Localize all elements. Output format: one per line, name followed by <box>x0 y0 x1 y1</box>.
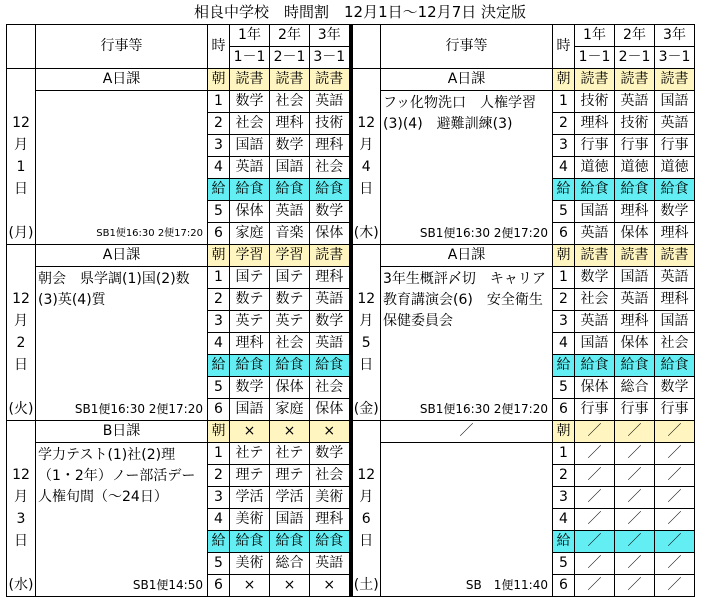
lesson-cell: ／ <box>615 487 655 509</box>
lesson-cell: 社会 <box>270 333 310 355</box>
lesson-cell: 英語 <box>270 201 310 223</box>
lesson-cell: ／ <box>575 421 615 443</box>
date-month: 12 <box>352 465 381 487</box>
lesson-cell: 英語 <box>230 157 270 179</box>
header-period: 時 <box>553 25 575 69</box>
header-class: 1－1 <box>230 47 270 69</box>
lesson-cell: ／ <box>575 465 615 487</box>
header-grade: 1年 <box>575 25 615 47</box>
date-month: 12 <box>7 289 36 311</box>
event-notes: 3年生概評〆切 キャリア教育講演会(6) 安全衛生保健委員会 <box>381 267 553 399</box>
date-day-unit: 日 <box>352 531 381 553</box>
period-label: 2 <box>553 113 575 135</box>
period-label: 1 <box>553 443 575 465</box>
lesson-cell: 社会 <box>310 157 350 179</box>
date-dow: (月) <box>7 223 36 245</box>
period-label: 3 <box>208 311 230 333</box>
lesson-cell: 理科 <box>615 311 655 333</box>
lesson-cell: 読書 <box>310 69 350 91</box>
schedule-type: A日課 <box>381 69 553 91</box>
lesson-cell: 読書 <box>270 69 310 91</box>
period-label: 4 <box>208 333 230 355</box>
lesson-cell: 行事 <box>615 399 655 421</box>
lesson-cell: 英語 <box>310 289 350 311</box>
event-notes: 学力テスト(1)社(2)理（1・2年）ノー部活デー 人権旬間（〜24日） <box>36 443 208 575</box>
lesson-cell: 給食 <box>270 531 310 553</box>
period-label: 5 <box>553 377 575 399</box>
lesson-cell: 道徳 <box>575 157 615 179</box>
bus-schedule: SB1便16:30 2便17:20 <box>381 223 553 245</box>
lesson-cell: 技術 <box>575 91 615 113</box>
lesson-cell: ／ <box>615 421 655 443</box>
date-month-unit: 月 <box>352 487 381 509</box>
period-label: 3 <box>553 487 575 509</box>
period-label: 6 <box>208 575 230 597</box>
period-label: 1 <box>208 91 230 113</box>
header-class: 2－1 <box>270 47 310 69</box>
lesson-cell: ／ <box>655 421 695 443</box>
lesson-cell: 技術 <box>615 113 655 135</box>
date-day: 2 <box>7 333 36 355</box>
page-title: 相良中学校 時間割 12月1日〜12月7日 決定版 <box>193 3 527 21</box>
lesson-cell: 理科 <box>270 113 310 135</box>
date-month-unit: 月 <box>7 311 36 333</box>
lesson-cell: 社会 <box>310 465 350 487</box>
date-day-unit: 日 <box>7 179 36 201</box>
bus-schedule: SB1便16:30 2便17:20 <box>36 223 208 245</box>
header-class: 3－1 <box>655 47 695 69</box>
lesson-cell: 給食 <box>310 355 350 377</box>
lesson-cell: 英語 <box>615 289 655 311</box>
lesson-cell: × <box>230 575 270 597</box>
lesson-cell: 数学 <box>655 377 695 399</box>
lesson-cell: 読書 <box>655 245 695 267</box>
lesson-cell: 理テ <box>230 465 270 487</box>
lesson-cell: 技術 <box>310 113 350 135</box>
date-column <box>352 91 381 113</box>
lesson-cell: 保体 <box>615 333 655 355</box>
period-label: 4 <box>553 157 575 179</box>
lesson-cell: 英語 <box>575 311 615 333</box>
date-column <box>352 421 381 443</box>
lesson-cell: 国語 <box>655 311 695 333</box>
date-dow: (金) <box>352 399 381 421</box>
lesson-cell: ／ <box>655 487 695 509</box>
lesson-cell: 家庭 <box>270 399 310 421</box>
period-label: 朝 <box>208 421 230 443</box>
lesson-cell: 国語 <box>270 157 310 179</box>
lesson-cell: 音楽 <box>270 223 310 245</box>
lesson-cell: 国語 <box>270 509 310 531</box>
lesson-cell: 数学 <box>310 201 350 223</box>
date-column <box>352 267 381 289</box>
lesson-cell: ／ <box>655 509 695 531</box>
lesson-cell: 家庭 <box>230 223 270 245</box>
date-month-unit: 月 <box>352 311 381 333</box>
lesson-cell: 数テ <box>230 289 270 311</box>
lesson-cell: 社会 <box>310 377 350 399</box>
lesson-cell: 国語 <box>230 399 270 421</box>
period-label: 3 <box>208 487 230 509</box>
period-label: 3 <box>208 135 230 157</box>
lesson-cell: 行事 <box>655 399 695 421</box>
lesson-cell: 保体 <box>575 377 615 399</box>
lesson-cell: 理科 <box>575 113 615 135</box>
lesson-cell: 英テ <box>230 311 270 333</box>
lesson-cell: 社会 <box>655 333 695 355</box>
period-label: 6 <box>208 223 230 245</box>
lesson-cell: 給食 <box>575 355 615 377</box>
lesson-cell: ／ <box>615 443 655 465</box>
lesson-cell: 数学 <box>310 443 350 465</box>
lesson-cell: 英語 <box>310 553 350 575</box>
period-label: 1 <box>208 267 230 289</box>
lesson-cell: 総合 <box>615 377 655 399</box>
period-label: 4 <box>208 157 230 179</box>
period-label: 1 <box>553 267 575 289</box>
lesson-cell: 数学 <box>310 311 350 333</box>
header-grade: 2年 <box>270 25 310 47</box>
date-column <box>352 201 381 223</box>
lesson-cell: 数学 <box>655 201 695 223</box>
date-dow: (土) <box>352 575 381 597</box>
date-column <box>7 443 36 465</box>
lesson-cell: 読書 <box>230 69 270 91</box>
lesson-cell: 給食 <box>615 179 655 201</box>
header-grade: 2年 <box>615 25 655 47</box>
date-month: 12 <box>352 113 381 135</box>
lesson-cell: 数学 <box>230 91 270 113</box>
period-label: 朝 <box>553 69 575 91</box>
date-day-unit: 日 <box>7 355 36 377</box>
date-day: 5 <box>352 333 381 355</box>
schedule-type: A日課 <box>36 69 208 91</box>
date-day-unit: 日 <box>352 355 381 377</box>
lesson-cell: ／ <box>655 443 695 465</box>
lesson-cell: ／ <box>575 509 615 531</box>
lesson-cell: 給食 <box>310 531 350 553</box>
period-label: 4 <box>553 333 575 355</box>
lesson-cell: 英語 <box>575 223 615 245</box>
lesson-cell: 読書 <box>575 69 615 91</box>
header-period: 時 <box>208 25 230 69</box>
lesson-cell: 理科 <box>310 509 350 531</box>
date-column <box>7 69 36 91</box>
date-day-unit: 日 <box>7 531 36 553</box>
lesson-cell: 理科 <box>655 289 695 311</box>
date-dow: (火) <box>7 399 36 421</box>
date-column <box>7 201 36 223</box>
lesson-cell: 理科 <box>230 333 270 355</box>
period-label: 給 <box>208 355 230 377</box>
lesson-cell: 給食 <box>270 179 310 201</box>
lesson-cell: ／ <box>615 575 655 597</box>
lesson-cell: 数テ <box>270 289 310 311</box>
date-month-unit: 月 <box>352 135 381 157</box>
lesson-cell: 給食 <box>230 179 270 201</box>
lesson-cell: 読書 <box>615 245 655 267</box>
date-day: 6 <box>352 509 381 531</box>
lesson-cell: ／ <box>615 509 655 531</box>
period-label: 6 <box>553 575 575 597</box>
lesson-cell: ／ <box>655 553 695 575</box>
lesson-cell: 保体 <box>310 223 350 245</box>
header-blank <box>7 25 36 69</box>
date-day: 3 <box>7 509 36 531</box>
lesson-cell: 社会 <box>575 289 615 311</box>
period-label: 給 <box>553 355 575 377</box>
period-label: 朝 <box>208 69 230 91</box>
lesson-cell: 理科 <box>615 201 655 223</box>
bus-schedule: SB1便16:30 2便17:20 <box>381 399 553 421</box>
event-notes <box>381 443 553 575</box>
date-month: 12 <box>352 289 381 311</box>
period-label: 1 <box>208 443 230 465</box>
lesson-cell: ／ <box>575 443 615 465</box>
event-notes: フッ化物洗口 人権学習(3)(4) 避難訓練(3) <box>381 91 553 223</box>
lesson-cell: 社会 <box>270 91 310 113</box>
date-month-unit: 月 <box>7 135 36 157</box>
date-column <box>7 553 36 575</box>
lesson-cell: 学習 <box>270 245 310 267</box>
header-event: 行事等 <box>381 25 553 69</box>
header-class: 1－1 <box>575 47 615 69</box>
lesson-cell: 英テ <box>270 311 310 333</box>
lesson-cell: 数学 <box>270 135 310 157</box>
lesson-cell: 英語 <box>310 333 350 355</box>
date-column <box>352 553 381 575</box>
date-day: 4 <box>352 157 381 179</box>
lesson-cell: 道徳 <box>615 157 655 179</box>
lesson-cell: 社テ <box>270 443 310 465</box>
period-label: 朝 <box>553 421 575 443</box>
date-column <box>7 377 36 399</box>
period-label: 5 <box>208 377 230 399</box>
header-event: 行事等 <box>36 25 208 69</box>
date-column <box>352 245 381 267</box>
schedule-type: A日課 <box>36 245 208 267</box>
lesson-cell: 美術 <box>230 553 270 575</box>
lesson-cell: 保体 <box>615 223 655 245</box>
lesson-cell: 読書 <box>615 69 655 91</box>
lesson-cell: ／ <box>655 465 695 487</box>
lesson-cell: 総合 <box>270 553 310 575</box>
lesson-cell: 給食 <box>270 355 310 377</box>
lesson-cell: 英語 <box>615 91 655 113</box>
lesson-cell: 給食 <box>310 179 350 201</box>
lesson-cell: 学習 <box>230 245 270 267</box>
bus-schedule: SB1便14:50 <box>36 575 208 597</box>
date-day-unit: 日 <box>352 179 381 201</box>
date-dow: (水) <box>7 575 36 597</box>
lesson-cell: × <box>230 421 270 443</box>
lesson-cell: ／ <box>655 531 695 553</box>
lesson-cell: × <box>310 421 350 443</box>
lesson-cell: 英語 <box>310 91 350 113</box>
lesson-cell: 保体 <box>310 399 350 421</box>
lesson-cell: ／ <box>575 553 615 575</box>
period-label: 4 <box>553 509 575 531</box>
lesson-cell: 給食 <box>575 179 615 201</box>
lesson-cell: 読書 <box>655 69 695 91</box>
header-grade: 3年 <box>655 25 695 47</box>
lesson-cell: ／ <box>615 553 655 575</box>
lesson-cell: × <box>310 575 350 597</box>
bus-schedule: SB1便16:30 2便17:20 <box>36 399 208 421</box>
lesson-cell: 理科 <box>655 223 695 245</box>
lesson-cell: 理科 <box>310 267 350 289</box>
lesson-cell: × <box>270 575 310 597</box>
bus-schedule: SB 1便11:40 <box>381 575 553 597</box>
date-column <box>352 377 381 399</box>
lesson-cell: ／ <box>575 487 615 509</box>
date-day: 1 <box>7 157 36 179</box>
lesson-cell: 国語 <box>655 91 695 113</box>
lesson-cell: ／ <box>615 465 655 487</box>
event-notes <box>36 91 208 223</box>
period-label: 3 <box>553 311 575 333</box>
schedule-type: ／ <box>381 421 553 443</box>
period-label: 6 <box>553 223 575 245</box>
period-label: 5 <box>208 201 230 223</box>
lesson-cell: × <box>270 421 310 443</box>
timetable <box>6 24 695 597</box>
lesson-cell: 数学 <box>230 377 270 399</box>
lesson-cell: 国語 <box>575 201 615 223</box>
date-column <box>7 91 36 113</box>
lesson-cell: 保体 <box>230 201 270 223</box>
lesson-cell: 給食 <box>230 531 270 553</box>
schedule-type: A日課 <box>381 245 553 267</box>
period-label: 2 <box>208 289 230 311</box>
lesson-cell: 国テ <box>270 267 310 289</box>
lesson-cell: 行事 <box>655 135 695 157</box>
lesson-cell: 数学 <box>575 267 615 289</box>
period-label: 6 <box>208 399 230 421</box>
lesson-cell: ／ <box>655 575 695 597</box>
lesson-cell: 理テ <box>270 465 310 487</box>
lesson-cell: 美術 <box>230 509 270 531</box>
period-label: 給 <box>553 179 575 201</box>
lesson-cell: 国テ <box>230 267 270 289</box>
period-label: 1 <box>553 91 575 113</box>
period-label: 5 <box>553 553 575 575</box>
period-label: 2 <box>208 465 230 487</box>
period-label: 2 <box>553 289 575 311</box>
lesson-cell: 道徳 <box>655 157 695 179</box>
date-month: 12 <box>7 113 36 135</box>
lesson-cell: 給食 <box>655 179 695 201</box>
period-label: 3 <box>553 135 575 157</box>
lesson-cell: 行事 <box>615 135 655 157</box>
period-label: 朝 <box>208 245 230 267</box>
lesson-cell: 国語 <box>230 135 270 157</box>
date-month: 12 <box>7 465 36 487</box>
date-column <box>352 443 381 465</box>
period-label: 給 <box>208 179 230 201</box>
period-label: 5 <box>208 553 230 575</box>
lesson-cell: 読書 <box>310 245 350 267</box>
lesson-cell: 国語 <box>615 267 655 289</box>
header-blank <box>352 25 381 69</box>
lesson-cell: ／ <box>575 575 615 597</box>
date-dow: (木) <box>352 223 381 245</box>
lesson-cell: 保体 <box>270 377 310 399</box>
header-class: 3－1 <box>310 47 350 69</box>
header-grade: 1年 <box>230 25 270 47</box>
period-label: 給 <box>553 531 575 553</box>
lesson-cell: 行事 <box>575 399 615 421</box>
lesson-cell: 社テ <box>230 443 270 465</box>
period-label: 5 <box>553 201 575 223</box>
lesson-cell: 英語 <box>655 113 695 135</box>
period-label: 6 <box>553 399 575 421</box>
lesson-cell: 給食 <box>615 355 655 377</box>
lesson-cell: ／ <box>575 531 615 553</box>
period-label: 4 <box>208 509 230 531</box>
date-column <box>7 267 36 289</box>
lesson-cell: 学活 <box>270 487 310 509</box>
event-notes: 朝会 県学調(1)国(2)数(3)英(4)質 <box>36 267 208 399</box>
period-label: 2 <box>208 113 230 135</box>
schedule-type: B日課 <box>36 421 208 443</box>
period-label: 給 <box>208 531 230 553</box>
lesson-cell: 学活 <box>230 487 270 509</box>
period-label: 朝 <box>553 245 575 267</box>
lesson-cell: 行事 <box>575 135 615 157</box>
lesson-cell: ／ <box>615 531 655 553</box>
lesson-cell: 英語 <box>655 267 695 289</box>
lesson-cell: 理科 <box>310 135 350 157</box>
date-column <box>352 69 381 91</box>
date-column <box>7 421 36 443</box>
lesson-cell: 社会 <box>230 113 270 135</box>
lesson-cell: 読書 <box>575 245 615 267</box>
date-month-unit: 月 <box>7 487 36 509</box>
date-column <box>7 245 36 267</box>
lesson-cell: 美術 <box>310 487 350 509</box>
lesson-cell: 給食 <box>230 355 270 377</box>
period-label: 2 <box>553 465 575 487</box>
header-class: 2－1 <box>615 47 655 69</box>
lesson-cell: 国語 <box>575 333 615 355</box>
header-grade: 3年 <box>310 25 350 47</box>
lesson-cell: 給食 <box>655 355 695 377</box>
